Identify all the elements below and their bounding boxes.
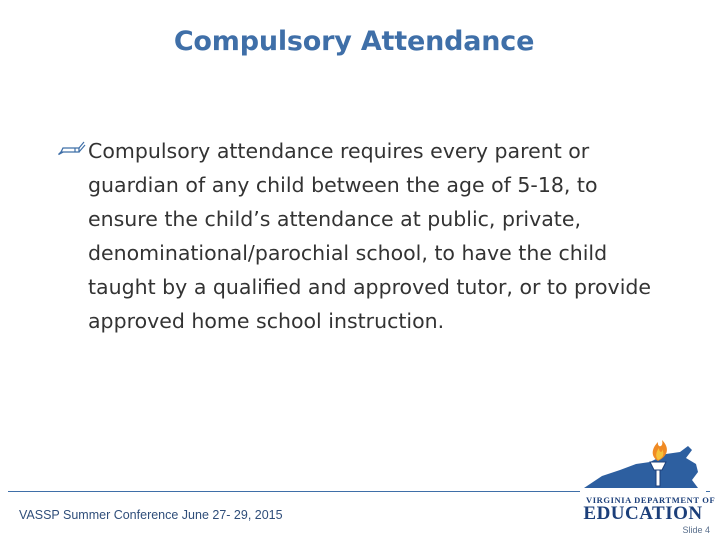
logo-text-education: EDUCATION [583,503,703,524]
slide-title: Compulsory Attendance [173,26,535,57]
slide-number: Slide 4 [682,525,710,535]
logo-text-department: VIRGINIA DEPARTMENT OF [586,495,716,505]
bullet-text: Compulsory attendance requires every parent or guardian of any child between the age of 5-18, to ensure the child’s attendance at public, private, denominational/parochial school, to have the child taught by a qualified and approved tutor, or to provide approved home school instruction. [88,139,652,333]
footer-conference-text: VASSP Summer Conference June 27- 29, 2015 [19,508,283,522]
bullet-item [58,134,658,338]
virginia-map-torch-icon [580,436,706,496]
pencil-bullet-icon [58,139,88,157]
